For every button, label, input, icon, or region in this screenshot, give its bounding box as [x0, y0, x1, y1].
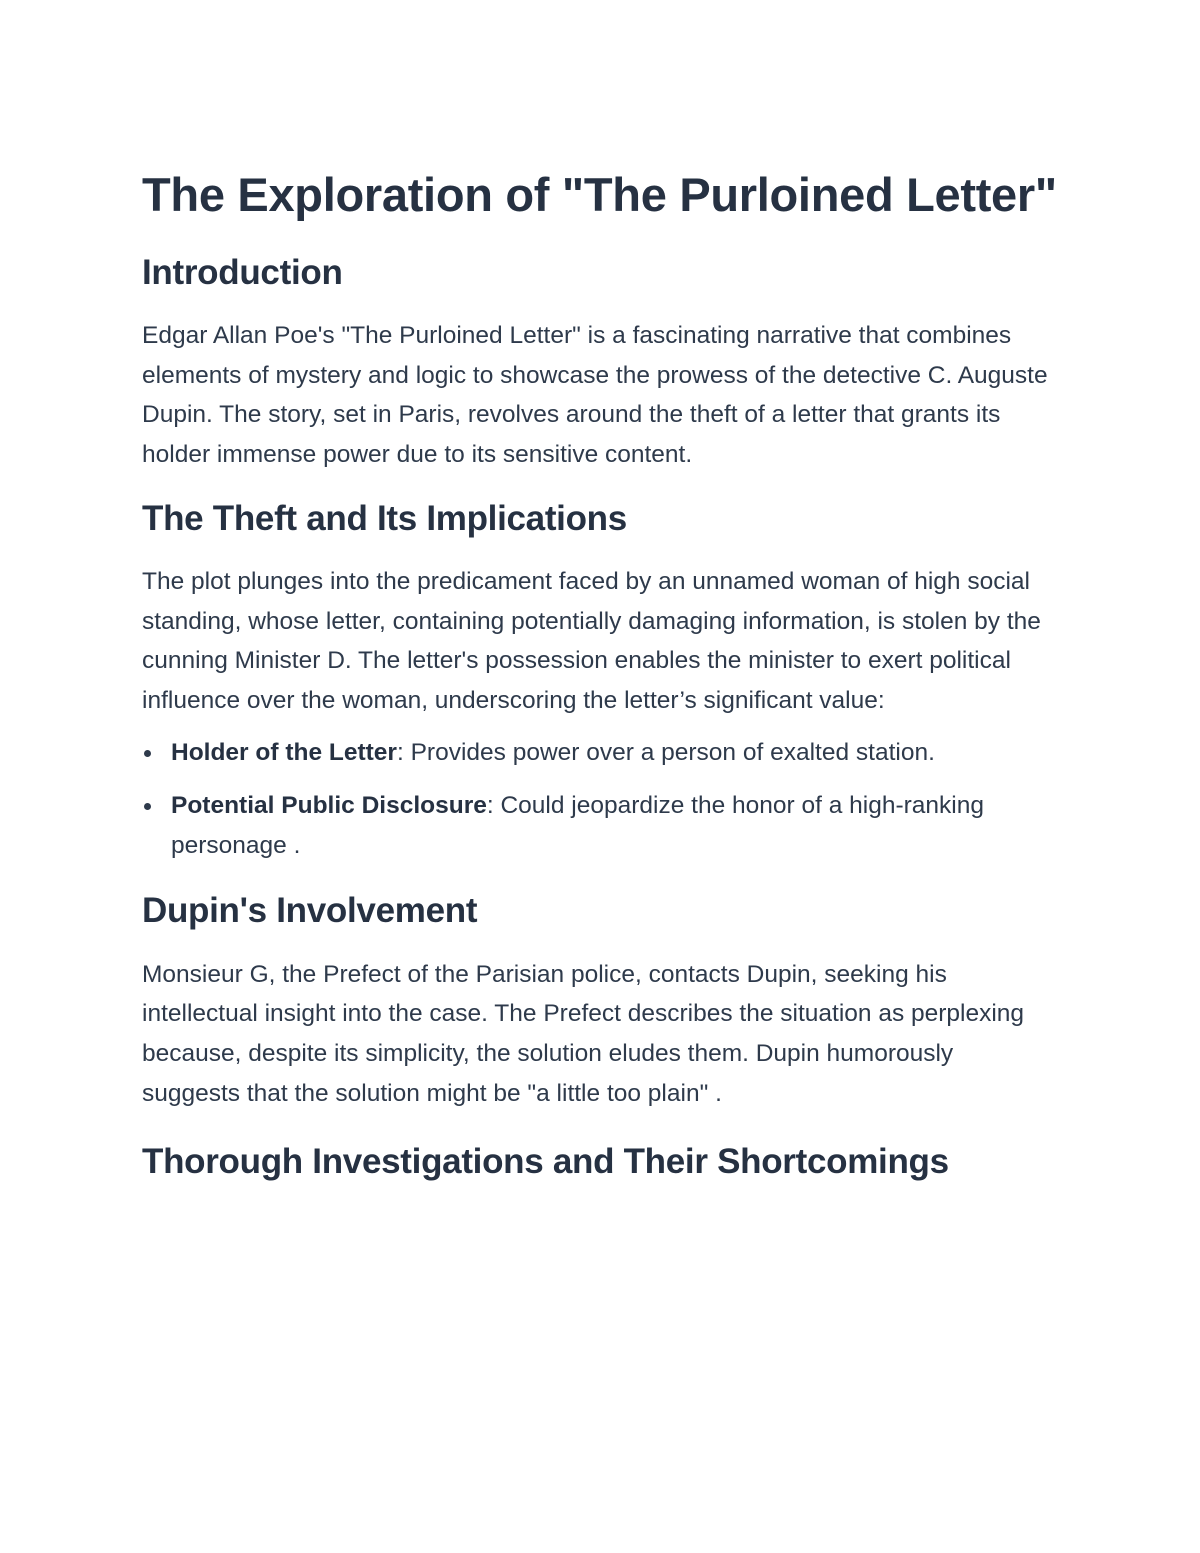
theft-paragraph: The plot plunges into the predicament faced by an unnamed woman of high social standing, whose letter, containing potentially damaging information, is stolen by the cunning Minister D. The letter's possession enables the minister to exert political influence over the woman, underscoring the letter’s significant value:: [142, 567, 1041, 714]
document-title: The Exploration of "The Purloined Letter": [142, 168, 1057, 221]
list-item: [142, 733, 1058, 773]
introduction-heading: Introduction: [142, 253, 343, 292]
bullet-icon: [144, 750, 151, 757]
bullet-icon: [144, 803, 151, 810]
list-item: [142, 786, 1058, 865]
list-item-text: : Could jeopardize the honor of a high-ranking personage .: [171, 792, 984, 860]
list-item-term: Potential Public Disclosure: [171, 792, 487, 820]
introduction-paragraph: Edgar Allan Poe's "The Purloined Letter" is a fascinating narrative that combines elements of mystery and logic to showcase the prowess of the detective C. Auguste Dupin. The story, set in Paris, revolves around the theft of a letter that grants its holder immense power due to its sensitive content.: [142, 322, 1048, 469]
dupin-paragraph: Monsieur G, the Prefect of the Parisian police, contacts Dupin, seeking his intellectual insight into the case. The Prefect describes the situation as perplexing because, despite its simplicity, the solution eludes them. Dupin humorously suggests that the solution might be "a little too plain" .: [142, 960, 1025, 1107]
document-page: [142, 164, 1058, 1185]
investigations-heading: Thorough Investigations and Their Shortcomings: [142, 1141, 949, 1181]
list-item-text: : Provides power over a person of exalted station.: [396, 738, 935, 766]
theft-bullet-list: [142, 733, 1058, 866]
theft-heading: The Theft and Its Implications: [142, 498, 627, 538]
list-item-term: Holder of the Letter: [171, 738, 397, 766]
dupin-heading: Dupin's Involvement: [142, 890, 478, 930]
